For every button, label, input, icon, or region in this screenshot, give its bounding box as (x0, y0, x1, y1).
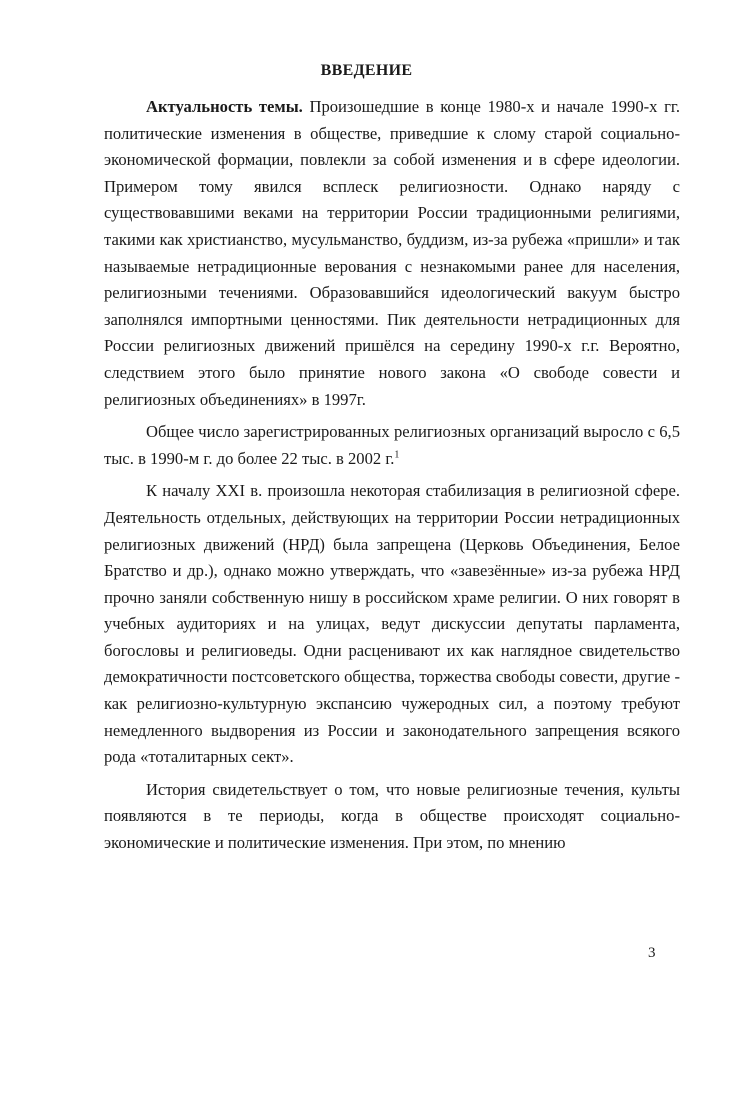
footnote-marker: 1 (394, 449, 400, 461)
paragraph-text: Произошедшие в конце 1980-х и начале 1990-х гг. политические изменения в обществе, приведшие к слому старой социально-экономической формации, повлекли за собой изменения и в сфере идеологии. Примером тому явился всплеск религиозности. Однако наряду с существовавшими веками на территории России традиционными религиями, такими как христианство, мусульманство, буддизм, из-за рубежа «пришли» и так называемые нетрадиционные верования с незнакомыми ранее для населения, религиозными течениями. Образовавшийся идеологический вакуум быстро заполнялся импортными ценностями. Пик деятельности нетрадиционных для России религиозных движений пришёлся на середину 1990-х г.г. Вероятно, следствием этого было принятие нового закона «О свободе совести и религиозных объединениях» в 1997г. (104, 97, 680, 409)
paragraph-text: К началу XXI в. произошла некоторая стабилизация в религиозной сфере. Деятельность отдельных, действующих на территории России нетрадиционных религиозных движений (НРД) была запрещена (Церковь Объединения, Белое Братство и др.), однако можно утверждать, что «завезённые» из-за рубежа НРД прочно заняли собственную нишу в российском храме религии. О них говорят в учебных аудиториях и на улицах, ведут дискуссии депутаты парламента, богословы и религиоведы. Одни расценивают их как наглядное свидетельство демократичности постсоветского общества, торжества свободы совести, другие - как религиозно-культурную экспансию чужеродных сил, а поэтому требуют немедленного выдворения из России и законодательного запрещения всякого рода «тоталитарных сект». (104, 481, 680, 767)
section-lead: Актуальность темы. (146, 97, 303, 116)
page-title: ВВЕДЕНИЕ (320, 62, 413, 79)
paragraph-history (104, 777, 680, 857)
paragraph-stabilization (104, 478, 680, 771)
paragraph-text: История свидетельствует о том, что новые религиозные течения, культы появляются в те периоды, когда в обществе происходят социально-экономические и политические изменения. При этом, по мнению (104, 779, 680, 853)
page-number: 3 (648, 945, 656, 961)
paragraph-text: Общее число зарегистрированных религиозных организаций выросло с 6,5 тыс. в 1990-м г. до более 22 тыс. в 2002 г. (104, 422, 680, 468)
document-body (104, 94, 680, 857)
paragraph-statistics (104, 419, 680, 472)
paragraph-relevance (104, 94, 680, 413)
